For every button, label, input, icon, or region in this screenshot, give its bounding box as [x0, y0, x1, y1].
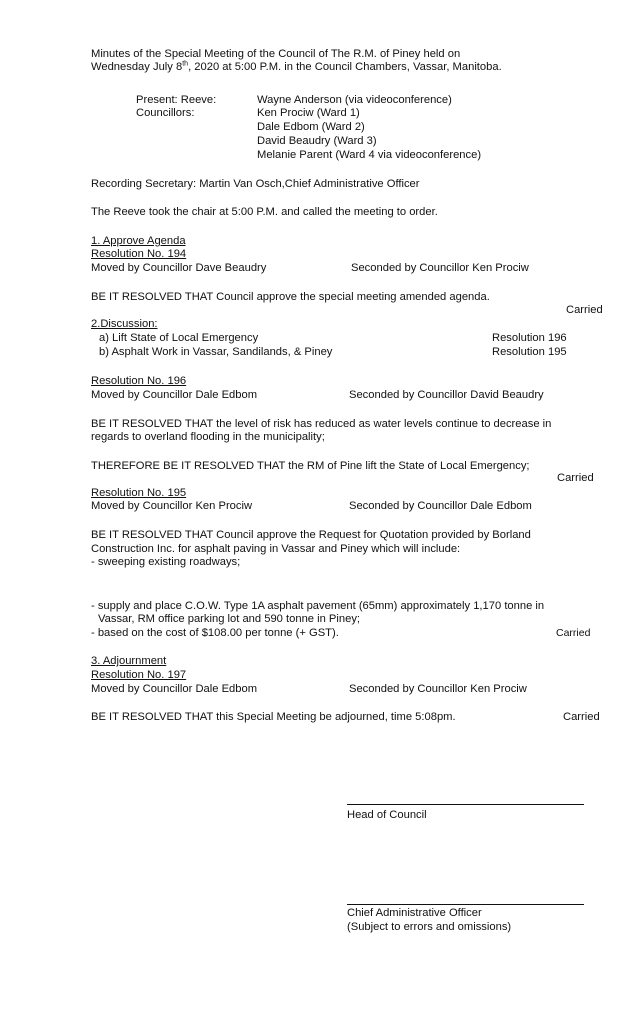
resolution-195-bullet-3: - based on the cost of $108.00 per tonne (+ GST).: [91, 627, 339, 639]
header-line-2: [91, 61, 502, 74]
councillor-ward-1: Ken Prociw (Ward 1): [257, 107, 360, 119]
resolution-196-text-1: BE IT RESOLVED THAT the level of risk has reduced as water levels continue to decrease in: [91, 418, 552, 430]
header-line-1: Minutes of the Special Meeting of the Council of The R.M. of Piney held on: [91, 48, 461, 60]
councillor-ward-2: Dale Edbom (Ward 2): [257, 121, 365, 133]
resolution-197-number: Resolution No. 197: [91, 669, 187, 681]
resolution-197-seconded: Seconded by Councillor Ken Prociw: [349, 683, 527, 695]
header-date: Wednesday July 8: [91, 61, 183, 73]
discussion-item-b-ref: Resolution 195: [492, 346, 567, 358]
discussion-item-b: b) Asphalt Work in Vassar, Sandilands, & Piney: [99, 346, 333, 358]
councillor-ward-4: Melanie Parent (Ward 4 via videoconference): [257, 149, 482, 161]
resolution-195-seconded: Seconded by Councillor Dale Edbom: [349, 500, 532, 512]
recording-secretary: Recording Secretary: Martin Van Osch,Chief Administrative Officer: [91, 178, 420, 190]
section-heading-discussion: 2.Discussion:: [91, 318, 158, 330]
resolution-196-text-2: regards to overland flooding in the municipality;: [91, 431, 325, 443]
resolution-196-seconded: Seconded by Councillor David Beaudry: [349, 389, 544, 401]
discussion-item-a-ref: Resolution 196: [492, 332, 567, 344]
resolution-197-text: BE IT RESOLVED THAT this Special Meeting be adjourned, time 5:08pm.: [91, 711, 456, 723]
header-details: , 2020 at 5:00 P.M. in the Council Chambers, Vassar, Manitoba.: [188, 61, 502, 73]
discussion-item-a: a) Lift State of Local Emergency: [99, 332, 259, 344]
resolution-195-status: Carried: [556, 627, 591, 639]
resolution-196-status: Carried: [557, 472, 594, 484]
header-date-suffix: th: [182, 60, 189, 68]
resolution-194-number: Resolution No. 194: [91, 248, 187, 260]
reeve-name: Wayne Anderson (via videoconference): [257, 94, 452, 106]
signature-line-head: [347, 804, 584, 805]
resolution-195-number: Resolution No. 195: [91, 487, 187, 499]
call-to-order: The Reeve took the chair at 5:00 P.M. and called the meeting to order.: [91, 206, 438, 218]
councillors-label: Councillors:: [136, 107, 195, 119]
resolution-197-moved: Moved by Councillor Dale Edbom: [91, 683, 258, 695]
resolution-197-status: Carried: [563, 711, 600, 723]
signature-line-cao: [347, 904, 584, 905]
resolution-196-text-3: THEREFORE BE IT RESOLVED THAT the RM of Pine lift the State of Local Emergency;: [91, 460, 530, 472]
resolution-195-bullet-2: - supply and place C.O.W. Type 1A asphalt pavement (65mm) approximately 1,170 tonne in: [91, 600, 545, 612]
signature-cao: Chief Administrative Officer: [347, 907, 482, 919]
section-heading-adjournment: 3. Adjournment: [91, 655, 167, 667]
resolution-194-moved: Moved by Councillor Dave Beaudry: [91, 262, 267, 274]
resolution-194-seconded: Seconded by Councillor Ken Prociw: [351, 262, 529, 274]
resolution-194-text: BE IT RESOLVED THAT Council approve the special meeting amended agenda.: [91, 291, 490, 303]
resolution-194-status: Carried: [566, 304, 603, 316]
resolution-196-number: Resolution No. 196: [91, 375, 187, 387]
resolution-195-text-1: BE IT RESOLVED THAT Council approve the Request for Quotation provided by Borland: [91, 529, 531, 541]
signature-head-of-council: Head of Council: [347, 809, 427, 821]
signature-disclaimer: (Subject to errors and omissions): [347, 921, 512, 933]
section-heading-agenda: 1. Approve Agenda: [91, 235, 186, 247]
councillor-ward-3: David Beaudry (Ward 3): [257, 135, 377, 147]
resolution-195-bullet-2-cont: Vassar, RM office parking lot and 590 tonne in Piney;: [98, 613, 361, 625]
resolution-196-moved: Moved by Councillor Dale Edbom: [91, 389, 258, 401]
resolution-195-moved: Moved by Councillor Ken Prociw: [91, 500, 253, 512]
present-label: Present: Reeve:: [136, 94, 217, 106]
resolution-195-text-2: Construction Inc. for asphalt paving in Vassar and Piney which will include:: [91, 543, 461, 555]
resolution-195-bullet-1: - sweeping existing roadways;: [91, 556, 241, 568]
